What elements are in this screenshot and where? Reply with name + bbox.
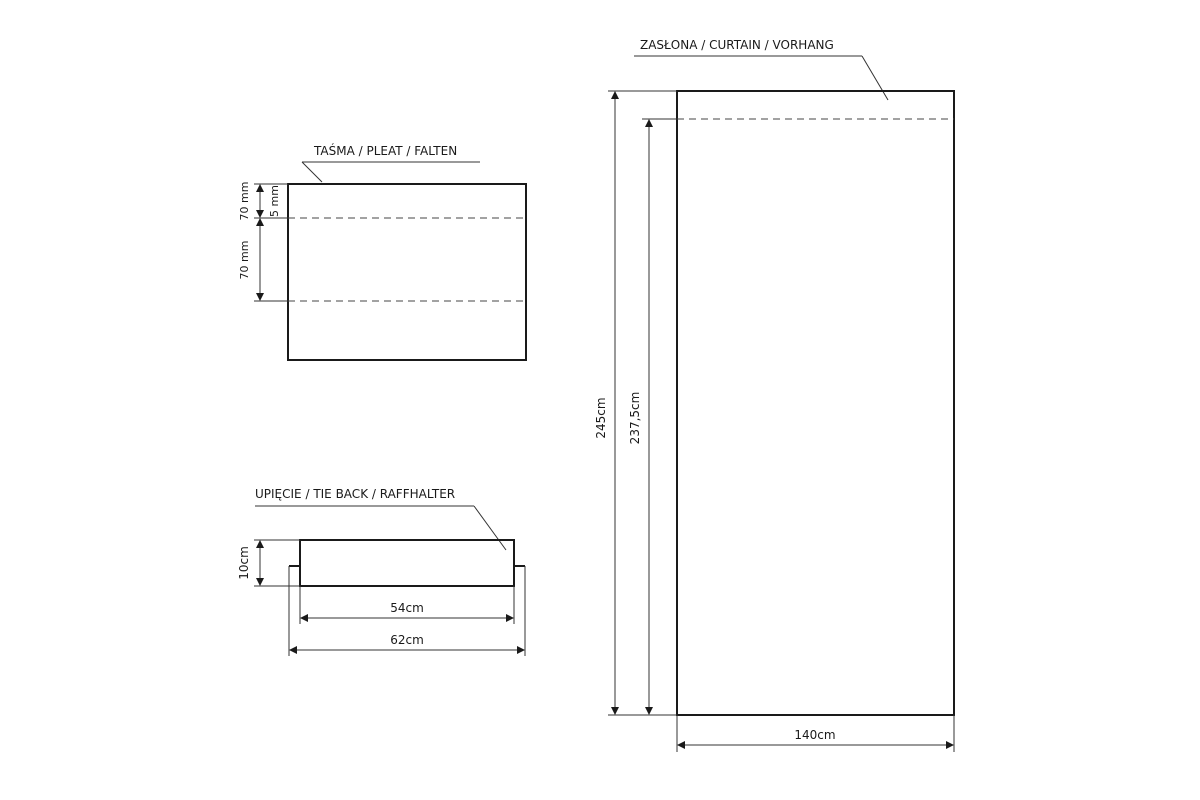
pleat-outline xyxy=(288,184,526,360)
tieback-height-label: 10cm xyxy=(237,546,251,580)
tieback-leader-diagonal xyxy=(474,506,506,550)
arrow-head xyxy=(256,293,264,301)
pleat-total-dimension-label: 70 mm xyxy=(238,181,251,221)
pleat-detail xyxy=(238,143,526,360)
pleat-band-dimension-label: 70 mm xyxy=(238,240,251,280)
tieback-outline xyxy=(300,540,514,586)
arrow-head xyxy=(256,210,264,218)
curtain-height-label: 245cm xyxy=(594,397,608,439)
curtain-outline xyxy=(677,91,954,715)
arrow-head xyxy=(517,646,525,654)
arrow-head xyxy=(289,646,297,654)
arrow-head xyxy=(677,741,685,749)
arrow-head xyxy=(611,707,619,715)
curtain-label: ZASŁONA / CURTAIN / VORHANG xyxy=(640,38,834,52)
tieback-outer-width-label: 62cm xyxy=(390,633,424,647)
curtain-inner-height-label: 237,5cm xyxy=(628,391,642,445)
arrow-head xyxy=(645,707,653,715)
pleat-label: TAŚMA / PLEAT / FALTEN xyxy=(314,144,458,158)
pleat-top-dimension-label: 5 mm xyxy=(268,185,281,217)
arrow-head xyxy=(506,614,514,622)
arrow-head xyxy=(946,741,954,749)
arrow-head xyxy=(300,614,308,622)
arrow-head xyxy=(256,540,264,548)
curtain-leader-diagonal xyxy=(862,56,888,100)
tieback-label: UPIĘCIE / TIE BACK / RAFFHALTER xyxy=(255,487,456,501)
arrow-head xyxy=(256,578,264,586)
tieback-inner-width-label: 54cm xyxy=(390,601,424,615)
pleat-leader-diagonal xyxy=(302,162,322,182)
arrow-head xyxy=(256,184,264,192)
arrow-head xyxy=(611,91,619,99)
arrow-head xyxy=(645,119,653,127)
tieback-detail xyxy=(237,487,525,656)
arrow-head xyxy=(256,218,264,226)
curtain-width-label: 140cm xyxy=(794,728,836,742)
curtain-detail xyxy=(594,38,954,752)
